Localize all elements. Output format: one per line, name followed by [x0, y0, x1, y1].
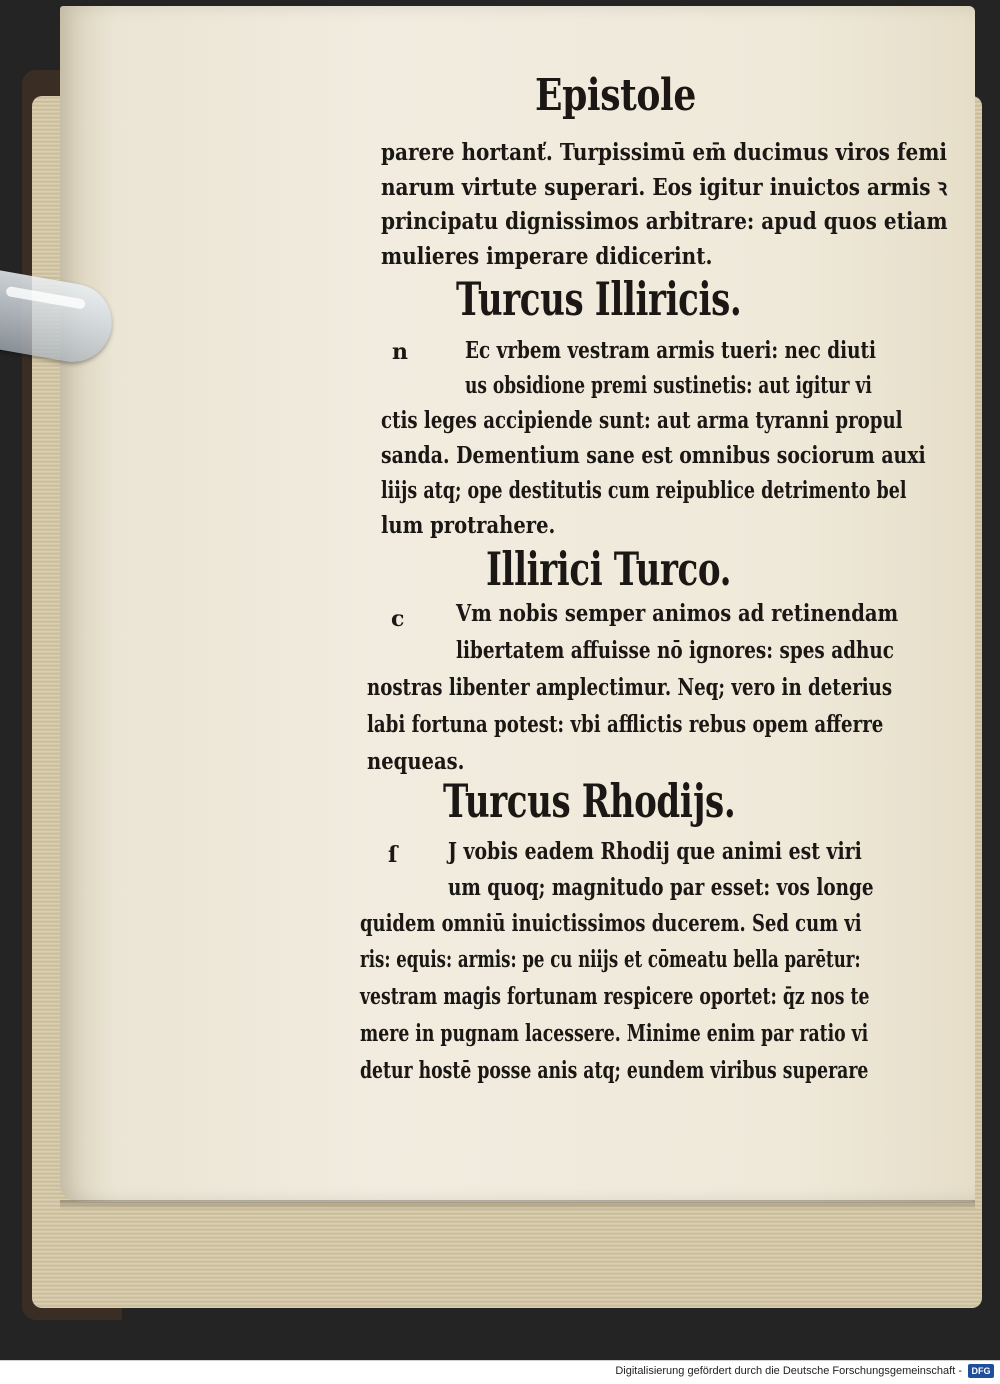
section-heading: Turcus Illiricis.	[456, 272, 742, 326]
text-line: us obsidione premi sustinetis: aut igitur vi	[465, 372, 872, 399]
guide-letter: n	[392, 339, 408, 365]
text-line: labi fortuna potest: vbi afflictis rebus opem afferre	[367, 711, 884, 738]
text-line: vestram magis fortunam respicere oportet: q̄z nos te	[360, 983, 870, 1010]
text-line: nostras libenter amplectimur. Neq; vero in deterius	[367, 674, 893, 701]
text-line: J vobis eadem Rhodĳ que animi est viri	[448, 838, 862, 865]
text-line: ctis leges accipiende sunt: aut arma tyranni propul	[381, 407, 903, 434]
text-line: principatu dignissimos arbitrare: apud quos etiam	[381, 208, 948, 235]
running-head: Epistole	[535, 70, 696, 121]
text-line: sanda. Dementium sane est omnibus sociorum auxi	[381, 442, 926, 469]
text-line: libertatem affuisse nō ignores: spes adhuc	[456, 637, 894, 664]
text-line: nequeas.	[367, 748, 465, 775]
text-line: parere hortanť. Turpissimū em̄ ducimus viros femi	[381, 139, 948, 166]
text-line: mere in pugnam lacessere. Minime enim par ratio vi	[360, 1020, 869, 1047]
text-line: lum protrahere.	[381, 512, 556, 539]
guide-letter: c	[391, 606, 405, 632]
text-line: narum virtute superari. Eos igitur inuictos armis ꝛ	[381, 174, 948, 201]
text-line: liĳs atq; ope destitutis cum reipublice detrimento bel	[381, 477, 907, 504]
section-heading: Turcus Rhodĳs.	[443, 774, 736, 828]
text-line: ris: equis: armis: pe cu niĳs et cōmeatu bella parētur:	[360, 946, 861, 973]
funding-credit: Digitalisierung gefördert durch die Deutsche Forschungsgemeinschaft -	[615, 1365, 962, 1377]
footer-bar	[0, 1360, 1000, 1384]
text-line: um quoq; magnitudo par esset: vos longe	[448, 874, 874, 901]
text-line: Ec vrbem vestram armis tueri: nec diuti	[465, 337, 876, 364]
dfg-logo: DFG	[968, 1364, 994, 1378]
page-shadow	[60, 1200, 975, 1210]
section-heading: Illirici Turco.	[486, 542, 732, 596]
text-line: Vm nobis semper animos ad retinendam	[456, 600, 899, 627]
text-line: quidem omniū inuictissimos ducerem. Sed cum vi	[360, 910, 862, 937]
guide-letter: ſ	[388, 842, 398, 868]
text-line: mulieres imperare didicerint.	[381, 243, 713, 270]
text-line: detur hostē posse anis atq; eundem viribus superare	[360, 1057, 869, 1084]
